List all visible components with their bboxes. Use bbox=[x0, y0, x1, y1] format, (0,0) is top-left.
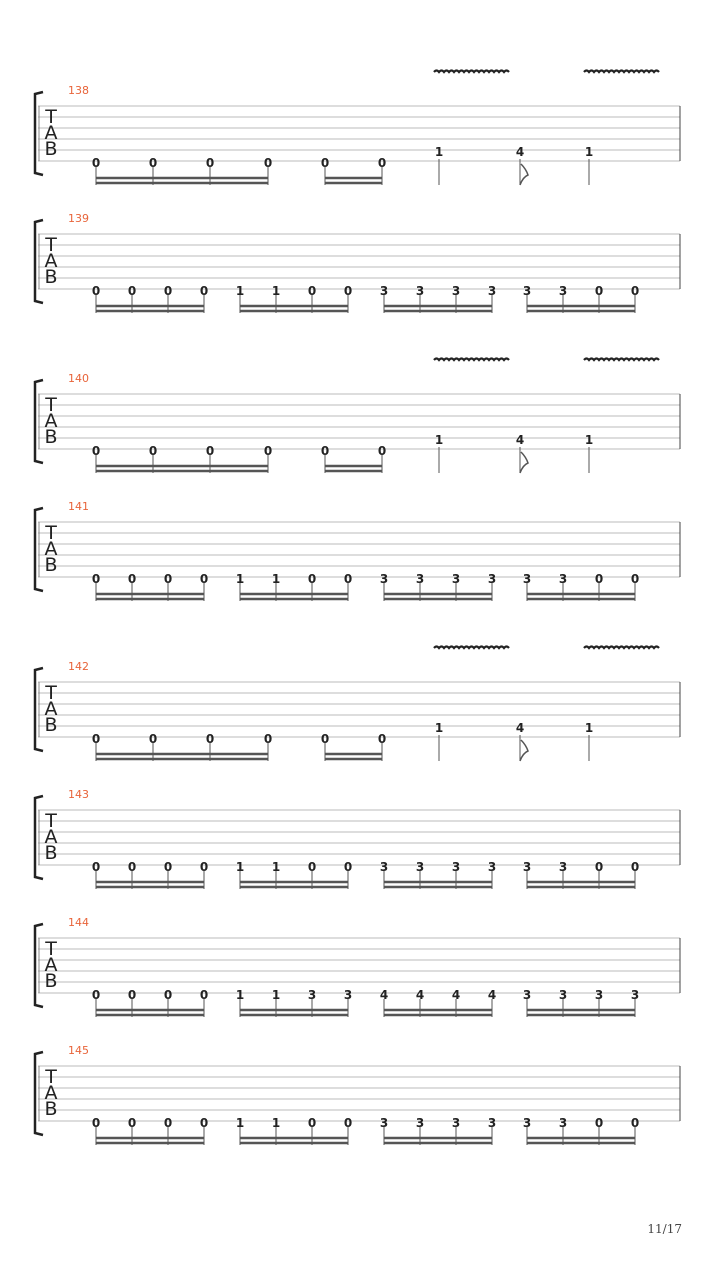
fret-number: 0 bbox=[163, 1116, 173, 1130]
tab-letter: A bbox=[44, 1082, 58, 1104]
fret-number: 3 bbox=[415, 572, 425, 586]
fret-number: 3 bbox=[522, 284, 532, 298]
fret-number: 0 bbox=[91, 572, 101, 586]
measure-number: 143 bbox=[68, 788, 89, 801]
fret-number: 1 bbox=[235, 988, 245, 1002]
fret-number: 0 bbox=[263, 444, 273, 458]
tab-letter: T bbox=[45, 234, 57, 256]
tab-letter: B bbox=[44, 714, 58, 736]
fret-number: 0 bbox=[163, 284, 173, 298]
tab-letter: T bbox=[45, 394, 57, 416]
fret-number: 3 bbox=[451, 572, 461, 586]
fret-number: 0 bbox=[148, 444, 158, 458]
vibrato-mark bbox=[584, 647, 659, 649]
tab-letter: B bbox=[44, 266, 58, 288]
fret-number: 0 bbox=[307, 572, 317, 586]
fret-number: 3 bbox=[415, 1116, 425, 1130]
fret-number: 0 bbox=[630, 572, 640, 586]
fret-number: 0 bbox=[205, 732, 215, 746]
tab-system bbox=[35, 359, 680, 474]
fret-number: 0 bbox=[343, 860, 353, 874]
fret-number: 3 bbox=[415, 284, 425, 298]
fret-number: 4 bbox=[415, 988, 425, 1002]
fret-number: 0 bbox=[199, 572, 209, 586]
tab-letter: B bbox=[44, 554, 58, 576]
fret-number: 3 bbox=[451, 860, 461, 874]
fret-number: 0 bbox=[163, 860, 173, 874]
fret-number: 0 bbox=[163, 572, 173, 586]
fret-number: 3 bbox=[307, 988, 317, 1002]
fret-number: 0 bbox=[594, 284, 604, 298]
fret-number: 1 bbox=[235, 284, 245, 298]
fret-number: 4 bbox=[515, 145, 525, 159]
fret-number: 0 bbox=[91, 860, 101, 874]
fret-number: 3 bbox=[379, 860, 389, 874]
vibrato-mark bbox=[584, 359, 659, 361]
fret-number: 0 bbox=[377, 156, 387, 170]
fret-number: 1 bbox=[271, 860, 281, 874]
measure-number: 139 bbox=[68, 212, 89, 225]
tab-system bbox=[35, 212, 680, 313]
fret-number: 0 bbox=[127, 988, 137, 1002]
tab-letter: B bbox=[44, 842, 58, 864]
fret-number: 0 bbox=[91, 156, 101, 170]
vibrato-mark bbox=[434, 647, 509, 649]
fret-number: 3 bbox=[522, 860, 532, 874]
fret-number: 0 bbox=[263, 732, 273, 746]
fret-number: 3 bbox=[451, 1116, 461, 1130]
note-flag bbox=[520, 164, 528, 185]
tab-letter: B bbox=[44, 426, 58, 448]
fret-number: 1 bbox=[584, 721, 594, 735]
fret-number: 3 bbox=[379, 572, 389, 586]
fret-number: 3 bbox=[522, 1116, 532, 1130]
tab-system bbox=[35, 500, 680, 601]
fret-number: 4 bbox=[487, 988, 497, 1002]
fret-number: 0 bbox=[343, 572, 353, 586]
fret-number: 4 bbox=[379, 988, 389, 1002]
fret-number: 3 bbox=[558, 1116, 568, 1130]
fret-number: 0 bbox=[91, 1116, 101, 1130]
tab-system bbox=[35, 1044, 680, 1145]
tab-system bbox=[35, 647, 680, 762]
tab-letter: T bbox=[45, 682, 57, 704]
tab-system bbox=[35, 916, 680, 1017]
fret-number: 0 bbox=[630, 1116, 640, 1130]
fret-number: 0 bbox=[307, 1116, 317, 1130]
fret-number: 0 bbox=[377, 444, 387, 458]
fret-number: 3 bbox=[630, 988, 640, 1002]
fret-number: 1 bbox=[434, 721, 444, 735]
fret-number: 1 bbox=[235, 860, 245, 874]
fret-number: 3 bbox=[451, 284, 461, 298]
tab-letter: T bbox=[45, 938, 57, 960]
note-flag bbox=[520, 740, 528, 761]
fret-number: 0 bbox=[320, 732, 330, 746]
fret-number: 3 bbox=[558, 860, 568, 874]
fret-number: 3 bbox=[487, 284, 497, 298]
fret-number: 3 bbox=[522, 572, 532, 586]
fret-number: 0 bbox=[199, 1116, 209, 1130]
tab-letter: B bbox=[44, 1098, 58, 1120]
fret-number: 0 bbox=[127, 1116, 137, 1130]
fret-number: 0 bbox=[594, 572, 604, 586]
fret-number: 0 bbox=[91, 732, 101, 746]
fret-number: 4 bbox=[451, 988, 461, 1002]
fret-number: 1 bbox=[584, 145, 594, 159]
fret-number: 0 bbox=[343, 284, 353, 298]
vibrato-mark bbox=[584, 71, 659, 73]
tab-letter: A bbox=[44, 250, 58, 272]
fret-number: 3 bbox=[558, 572, 568, 586]
fret-number: 0 bbox=[343, 1116, 353, 1130]
fret-number: 1 bbox=[235, 572, 245, 586]
fret-number: 0 bbox=[91, 444, 101, 458]
fret-number: 4 bbox=[515, 721, 525, 735]
tab-letter: T bbox=[45, 106, 57, 128]
tab-system bbox=[35, 71, 680, 186]
fret-number: 3 bbox=[558, 284, 568, 298]
fret-number: 0 bbox=[205, 156, 215, 170]
fret-number: 3 bbox=[379, 1116, 389, 1130]
fret-number: 0 bbox=[163, 988, 173, 1002]
fret-number: 3 bbox=[487, 860, 497, 874]
note-flag bbox=[520, 452, 528, 473]
tab-letter: B bbox=[44, 970, 58, 992]
tab-letter: T bbox=[45, 810, 57, 832]
tab-letter: A bbox=[44, 538, 58, 560]
fret-number: 0 bbox=[199, 988, 209, 1002]
fret-number: 1 bbox=[235, 1116, 245, 1130]
fret-number: 1 bbox=[271, 988, 281, 1002]
fret-number: 3 bbox=[558, 988, 568, 1002]
fret-number: 3 bbox=[415, 860, 425, 874]
fret-number: 0 bbox=[630, 860, 640, 874]
fret-number: 0 bbox=[263, 156, 273, 170]
fret-number: 0 bbox=[320, 156, 330, 170]
fret-number: 0 bbox=[127, 860, 137, 874]
tab-letter: A bbox=[44, 122, 58, 144]
tab-letter: A bbox=[44, 954, 58, 976]
fret-number: 3 bbox=[379, 284, 389, 298]
fret-number: 1 bbox=[271, 284, 281, 298]
fret-number: 0 bbox=[307, 284, 317, 298]
fret-number: 0 bbox=[594, 1116, 604, 1130]
measure-number: 140 bbox=[68, 372, 89, 385]
fret-number: 3 bbox=[594, 988, 604, 1002]
fret-number: 0 bbox=[377, 732, 387, 746]
measure-number: 142 bbox=[68, 660, 89, 673]
fret-number: 1 bbox=[271, 1116, 281, 1130]
tab-letter: A bbox=[44, 826, 58, 848]
fret-number: 0 bbox=[91, 284, 101, 298]
fret-number: 4 bbox=[515, 433, 525, 447]
page-number: 11/17 bbox=[647, 1222, 682, 1236]
fret-number: 1 bbox=[434, 145, 444, 159]
tab-system bbox=[35, 788, 680, 889]
measure-number: 141 bbox=[68, 500, 89, 513]
fret-number: 0 bbox=[127, 572, 137, 586]
fret-number: 1 bbox=[584, 433, 594, 447]
measure-number: 144 bbox=[68, 916, 89, 929]
fret-number: 0 bbox=[91, 988, 101, 1002]
fret-number: 3 bbox=[343, 988, 353, 1002]
tab-letter: T bbox=[45, 522, 57, 544]
fret-number: 0 bbox=[320, 444, 330, 458]
fret-number: 0 bbox=[148, 156, 158, 170]
measure-number: 138 bbox=[68, 84, 89, 97]
tab-letter: A bbox=[44, 698, 58, 720]
fret-number: 0 bbox=[199, 860, 209, 874]
fret-number: 1 bbox=[271, 572, 281, 586]
fret-number: 3 bbox=[487, 572, 497, 586]
fret-number: 1 bbox=[434, 433, 444, 447]
fret-number: 0 bbox=[594, 860, 604, 874]
fret-number: 0 bbox=[148, 732, 158, 746]
fret-number: 0 bbox=[205, 444, 215, 458]
vibrato-mark bbox=[434, 359, 509, 361]
tab-letter: B bbox=[44, 138, 58, 160]
fret-number: 0 bbox=[127, 284, 137, 298]
tab-letter: A bbox=[44, 410, 58, 432]
tab-letter: T bbox=[45, 1066, 57, 1088]
measure-number: 145 bbox=[68, 1044, 89, 1057]
fret-number: 0 bbox=[199, 284, 209, 298]
fret-number: 0 bbox=[630, 284, 640, 298]
fret-number: 0 bbox=[307, 860, 317, 874]
fret-number: 3 bbox=[487, 1116, 497, 1130]
vibrato-mark bbox=[434, 71, 509, 73]
fret-number: 3 bbox=[522, 988, 532, 1002]
